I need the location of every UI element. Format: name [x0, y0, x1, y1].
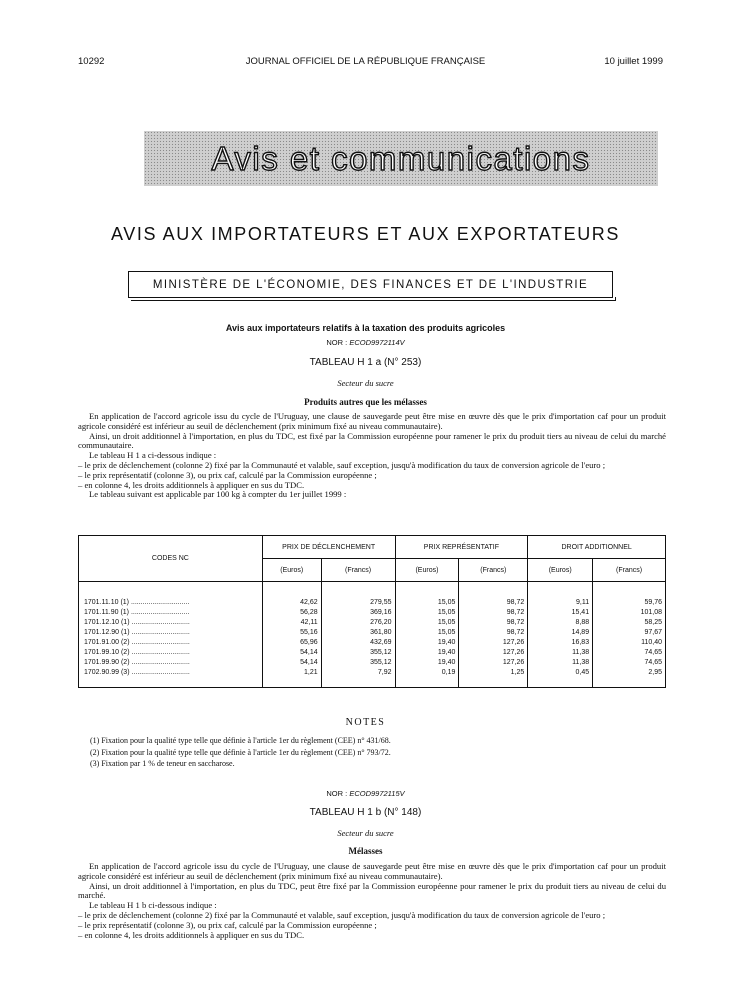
nc-code: 1701.91.00 (2) [84, 639, 130, 646]
nc-code: 1701.11.10 (1) [84, 599, 130, 606]
nor-reference [0, 789, 731, 798]
value-cell: 14,89 [528, 628, 593, 638]
value-cell: 15,41 [528, 608, 593, 618]
nc-code-cell [79, 608, 263, 618]
nc-code: 1701.99.10 (2) [84, 649, 130, 656]
secteur-label: Secteur du sucre [337, 378, 394, 388]
value-cell: 54,14 [262, 648, 321, 658]
paragraph: Ainsi, un droit additionnel à l'importation, en plus du TDC, est fixé par la Commission européenne pour ramener le prix du produit tiers au niveau de celui du marché communautaire. [78, 430, 666, 451]
value-cell: 276,20 [321, 618, 395, 628]
page-number: 10292 [78, 56, 105, 67]
notice-body [78, 862, 666, 940]
value-cell: 58,25 [593, 618, 666, 628]
leader-dots: .............................. [129, 629, 190, 636]
value-cell: 2,95 [593, 668, 666, 678]
value-cell: 98,72 [459, 598, 528, 608]
value-cell: 15,05 [395, 598, 459, 608]
value-cell: 11,38 [528, 648, 593, 658]
unit-francs: (Francs) [593, 559, 666, 582]
value-cell: 19,40 [395, 658, 459, 668]
value-cell: 19,40 [395, 648, 459, 658]
table-row [79, 648, 666, 658]
value-cell: 16,83 [528, 638, 593, 648]
value-cell: 0,19 [395, 668, 459, 678]
value-cell: 1,25 [459, 668, 528, 678]
notes-list [90, 735, 391, 770]
table-row [79, 628, 666, 638]
paragraph: Ainsi, un droit additionnel à l'importation, en plus du TDC, peut être fixé par la Commission européenne pour ramener le prix du produit tiers au niveau de celui du marché. [78, 880, 666, 901]
bullet-item: – le prix de déclenchement (colonne 2) fixé par la Communauté et valable, sauf exception, jusqu'à modification du taux de conversion agricole de l'euro ; [78, 459, 606, 470]
value-cell: 432,69 [321, 638, 395, 648]
paragraph: Le tableau H 1 a ci-dessous indique : [89, 450, 217, 461]
value-cell: 355,12 [321, 648, 395, 658]
leader-dots: .............................. [129, 669, 190, 676]
notice-body [78, 412, 666, 500]
nor-reference [0, 338, 731, 347]
notes-title: NOTES [345, 717, 386, 728]
leader-dots: .............................. [129, 619, 190, 626]
notice-title: Avis aux importateurs relatifs à la taxation des produits agricoles [225, 323, 506, 333]
value-cell: 9,11 [528, 598, 593, 608]
empty-cell [459, 582, 528, 599]
value-cell: 97,67 [593, 628, 666, 638]
bullet-item: – le prix représentatif (colonne 3), ou prix caf, calculé par la Commission européenne ; [78, 919, 377, 930]
empty-cell [79, 678, 263, 688]
value-cell: 0,45 [528, 668, 593, 678]
empty-cell [528, 582, 593, 599]
value-cell: 1,21 [262, 668, 321, 678]
ministry-name: MINISTÈRE DE L'ÉCONOMIE, DES FINANCES ET DE L'INDUSTRIE [152, 278, 589, 291]
nor-label: NOR : [326, 338, 348, 347]
col-header-additional-duty: DROIT ADDITIONNEL [528, 536, 666, 559]
note-item: (2) Fixation pour la qualité type telle que définie à l'article 1er du règlement (CEE) n° 793/72. [90, 747, 391, 757]
section-banner [144, 131, 658, 186]
leader-dots: .............................. [129, 639, 190, 646]
nc-code-cell [79, 638, 263, 648]
nc-code: 1701.12.90 (1) [84, 629, 130, 636]
paragraph: En application de l'accord agricole issu du cycle de l'Uruguay, une clause de sauvegarde peut être mise en œuvre dès que le prix d'importation caf pour un produit agricole considéré est inférieur au seuil de déclenchement (prix minimum fixé au niveau communautaire). [78, 861, 666, 881]
value-cell: 8,88 [528, 618, 593, 628]
unit-euros: (Euros) [262, 559, 321, 582]
secteur-label: Secteur du sucre [337, 828, 394, 838]
table-spacer-row [79, 582, 666, 599]
unit-francs: (Francs) [321, 559, 395, 582]
value-cell: 15,05 [395, 618, 459, 628]
value-cell: 98,72 [459, 608, 528, 618]
empty-cell [262, 678, 321, 688]
empty-cell [79, 582, 263, 599]
value-cell: 355,12 [321, 658, 395, 668]
value-cell: 98,72 [459, 628, 528, 638]
value-cell: 42,62 [262, 598, 321, 608]
unit-euros: (Euros) [528, 559, 593, 582]
empty-cell [593, 582, 666, 599]
value-cell: 11,38 [528, 658, 593, 668]
paragraph: Le tableau suivant est applicable par 100 kg à compter du 1er juillet 1999 : [89, 489, 347, 500]
produits-label: Mélasses [348, 846, 383, 856]
value-cell: 42,11 [262, 618, 321, 628]
value-cell: 101,08 [593, 608, 666, 618]
value-cell: 74,65 [593, 648, 666, 658]
note-item: (1) Fixation pour la qualité type telle que définie à l'article 1er du règlement (CEE) n° 431/68. [90, 736, 391, 745]
leader-dots: .............................. [129, 609, 190, 616]
value-cell: 15,05 [395, 608, 459, 618]
ministry-box [128, 271, 613, 298]
empty-cell [528, 678, 593, 688]
nc-code-cell [79, 598, 263, 608]
nor-code: ECOD9972114V [349, 338, 405, 347]
value-cell: 54,14 [262, 658, 321, 668]
value-cell: 65,96 [262, 638, 321, 648]
bullet-item: – en colonne 4, les droits additionnels à appliquer en sus du TDC. [78, 929, 305, 940]
table-row [79, 598, 666, 608]
empty-cell [395, 678, 459, 688]
table-row [79, 658, 666, 668]
nor-label: NOR : [326, 789, 348, 798]
nc-code-cell [79, 618, 263, 628]
nc-code-cell [79, 668, 263, 678]
leader-dots: .............................. [129, 649, 190, 656]
value-cell: 127,26 [459, 648, 528, 658]
nc-code: 1702.90.99 (3) [84, 669, 130, 676]
nor-code: ECOD9972115V [349, 789, 405, 798]
empty-cell [459, 678, 528, 688]
col-header-representative-price: PRIX REPRÉSENTATIF [395, 536, 528, 559]
paragraph: En application de l'accord agricole issu du cycle de l'Uruguay, une clause de sauvegarde peut être mise en œuvre dès que le prix d'importation caf pour un produit agricole considéré est inférieur au seuil de déclenchement (prix minimum fixé au niveau communautaire). [78, 411, 666, 431]
value-cell: 55,16 [262, 628, 321, 638]
price-table [78, 535, 666, 688]
tableau-title: TABLEAU H 1 b (N° 148) [309, 807, 422, 818]
value-cell: 369,16 [321, 608, 395, 618]
table-row [79, 608, 666, 618]
empty-cell [262, 582, 321, 599]
nc-code: 1701.11.90 (1) [84, 609, 130, 616]
table-row [79, 618, 666, 628]
value-cell: 279,55 [321, 598, 395, 608]
value-cell: 59,76 [593, 598, 666, 608]
note-item: (3) Fixation par 1 % de teneur en saccharose. [90, 759, 235, 768]
col-header-codes: CODES NC [79, 536, 263, 582]
table-row [79, 638, 666, 648]
value-cell: 127,26 [459, 658, 528, 668]
nc-code-cell [79, 648, 263, 658]
nc-code: 1701.99.90 (2) [84, 659, 130, 666]
issue-date: 10 juillet 1999 [604, 56, 663, 67]
value-cell: 15,05 [395, 628, 459, 638]
col-header-trigger-price: PRIX DE DÉCLENCHEMENT [262, 536, 395, 559]
tableau-title: TABLEAU H 1 a (N° 253) [309, 357, 422, 368]
journal-title: JOURNAL OFFICIEL DE LA RÉPUBLIQUE FRANÇAISE [245, 56, 486, 67]
leader-dots: .............................. [129, 659, 190, 666]
section-title: AVIS AUX IMPORTATEURS ET AUX EXPORTATEURS [110, 224, 621, 244]
nc-code: 1701.12.10 (1) [84, 619, 130, 626]
nc-code-cell [79, 628, 263, 638]
value-cell: 127,26 [459, 638, 528, 648]
empty-cell [321, 582, 395, 599]
value-cell: 98,72 [459, 618, 528, 628]
empty-cell [395, 582, 459, 599]
table-row [79, 668, 666, 678]
paragraph: Le tableau H 1 b ci-dessous indique : [89, 900, 217, 911]
nc-code-cell [79, 658, 263, 668]
produits-label: Produits autres que les mélasses [304, 397, 427, 407]
bullet-item: – le prix de déclenchement (colonne 2) fixé par la Communauté et valable, sauf exception, jusqu'à modification du taux de conversion agricole de l'euro ; [78, 909, 606, 920]
value-cell: 361,80 [321, 628, 395, 638]
unit-francs: (Francs) [459, 559, 528, 582]
unit-euros: (Euros) [395, 559, 459, 582]
value-cell: 110,40 [593, 638, 666, 648]
banner-text: Avis et communications [211, 139, 591, 177]
empty-cell [593, 678, 666, 688]
value-cell: 56,28 [262, 608, 321, 618]
value-cell: 74,65 [593, 658, 666, 668]
bullet-item: – le prix représentatif (colonne 3), ou prix caf, calculé par la Commission européenne ; [78, 469, 377, 480]
value-cell: 7,92 [321, 668, 395, 678]
table-spacer-row [79, 678, 666, 688]
table-body [79, 582, 666, 688]
empty-cell [321, 678, 395, 688]
value-cell: 19,40 [395, 638, 459, 648]
bullet-item: – en colonne 4, les droits additionnels à appliquer en sus du TDC. [78, 479, 305, 490]
leader-dots: .............................. [129, 599, 190, 606]
